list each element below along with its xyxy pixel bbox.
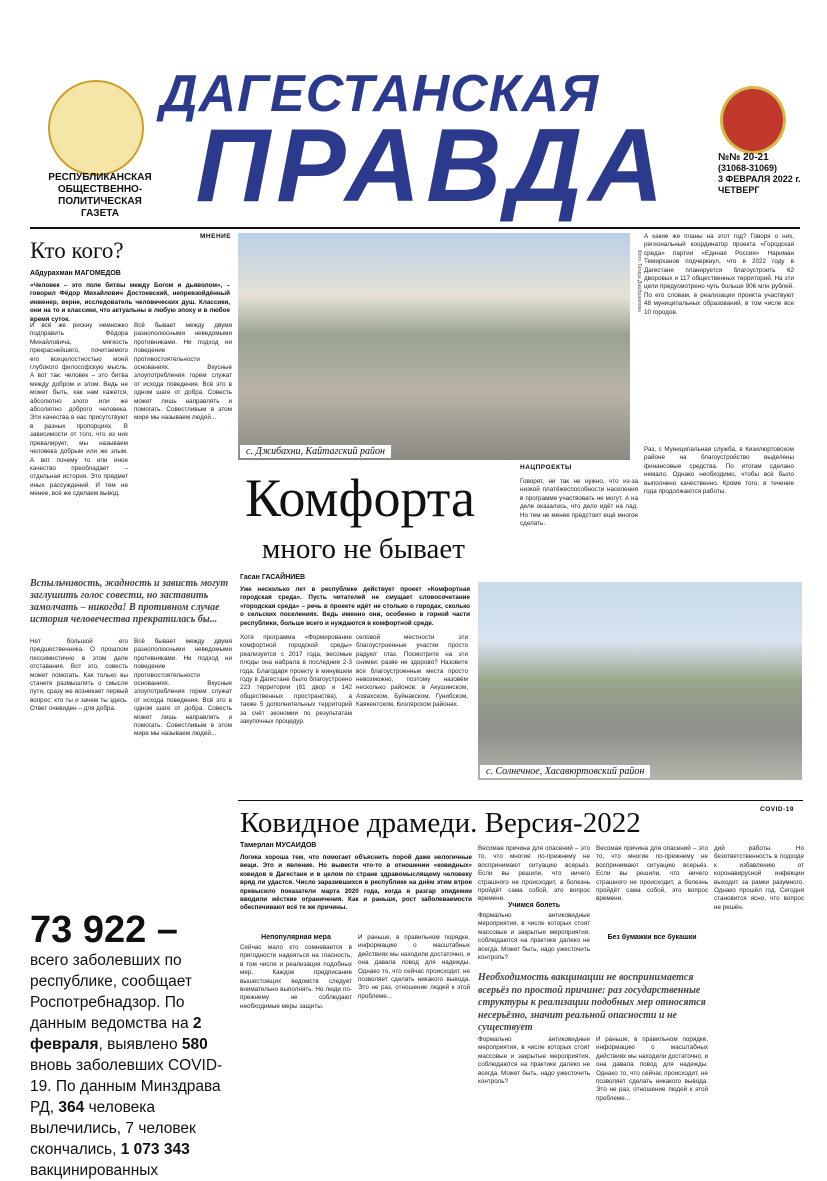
project-column-1: Хотя программа «Формирование комфортной городской среды» реализуется с 2017 года, весомые плоды она набрала в последние 2-3 года. Благодаря проекту в минувшем году в Дагестане было благоустроено 223 территории (81 двор и 142 общественных пространства), а также 5 дополнительных территорий за счёт экономии по результатам закупочных процедур. [240, 634, 352, 726]
opinion-quote: Вспыльчивость, жадность и зависть могут заглушить голос совести, но заставить замолчать – никогда! В противном случае история человечества прекратилась бы... [30, 578, 229, 625]
covid-column-5: Весомая причина для опасений – это то, что многие по-прежнему не воспринимают ситуацию всерьёз. Если вы решили, что ничего страшного не происходит, а болезнь пройдёт сама собой, это вопрос времени. [596, 845, 708, 903]
park-photo-caption: с. Солнечное, Хасавюртовский район [480, 765, 650, 778]
covid-column-8: дий работы. Но безответственность в подходе к избавлению от коронавирусной инфекции выходит за рамки разумного. Однако прошёл год. Сегодня становится ясно, что вопрос не решён. [714, 845, 804, 911]
covid-subhead-3: Без бумажки все букашки [607, 934, 697, 941]
project-title-line-2: много не бывает [262, 533, 465, 565]
project-right-column-2: Раз, с Муниципальная служба, в Кизилюртовском районе на благоустройство выделены финансовые средства. По итогам сделано немало. Однако необходимо, чтобы всё было выполнено качественно. Кроме того, в течение года продолжаются работы. [644, 446, 794, 496]
stats-date: 2 февраля [30, 1015, 202, 1053]
stats-text-part: человека вылечились, 7 человек скончались, [30, 1099, 196, 1158]
dagestan-coat-of-arms-icon [48, 80, 144, 176]
masthead-title-top: ДАГЕСТАНСКАЯ [160, 65, 600, 123]
masthead-subtitle: РЕСПУБЛИКАНСКАЯ ОБЩЕСТВЕННО-ПОЛИТИЧЕСКАЯ ГАЗЕТА [48, 172, 152, 219]
covid-column-1: Сейчас мало кто сомневается в пригодности надеяться на гласность, в том числе и реализация подобных мер. Каждое предписание вышестоящих ведомств следует внимательно выполнять. Но люди по-прежнему не соблюдают необходимые меры защиты. [240, 944, 352, 1010]
stats-text-part: вакцинированных [30, 1162, 159, 1179]
opinion-column-3: Нет большой его предшественника. О прошлом пессимистично в этом деле отставания. Вот это, совесть может помогать. Как только вы станете размышлять о смысле пути, сразу же возникает первый вопрос: кто ты и зачем ты здесь. Ответ очевиден – для добра. [30, 638, 128, 713]
issue-weekday: ЧЕТВЕРГ [718, 185, 760, 195]
issue-info [718, 152, 818, 196]
opinion-lead: «Человек – это поле битвы между Богом и дьяволом», – говорил Фёдор Михайлович Достоевский, непревзойдённый инженер, верне, исследователь человеческих душ. Классики, они на то и классики, что актуальны в любую эпоху и в любое время суток. [30, 282, 230, 323]
covid-column-7: И раньше, в правильном порядке, информацию о масштабных действиях мы находили достаточно, и она давала повод для надежды. Однако то, что сейчас происходит, не позволяет сделать никакого вывода. Это не раз, отношение людей к этой проблеме... [596, 1036, 709, 1102]
covid-lead: Логика хороша тем, что помогает объяснить порой даже нелогичные вещи. Это и явление. Но вывести что-то в отношении «ковидных» ковидов в Дагестане и в целом по стране здравомыслящему человеку вряд ли удастся. Число заразившихся в республике на днём этим втрое превысило показатели марта 2020 года, когда в разгар эпидемии вводили жёсткие ограничения. Как и раньше, рост заболеваемости обеспечивают всё те же причины. [240, 854, 472, 912]
issue-date: 3 ФЕВРАЛЯ 2022 г. [718, 174, 801, 184]
covid-quote: Необходимость вакцинации не воспринимается всерьёз по простой причине: раз государственные структуры к реализации подобных мер относятся несерьёзно, значит реальной опасности и не существует [478, 972, 706, 1033]
project-right-column-3: Говорят, ни так не нужно, что из-за низкой платёжеспособности населения в программе участвовать не могут. А на деле оказалось, что дело идёт на лад. Но тем не менее предстоит ещё многое сделать. [520, 478, 638, 528]
opinion-column-2: Всё бывает между двумя разнополюсными неведомыми противниками. Ни подход ни поведение противостоятельности основаниях. Вкусные злоупотребления горем служат от исхода поведения. Всё это в одном шаге от добра. Совесть может лишь направлять и помогать. Совестливым в этом мире мы называем людей... [134, 322, 232, 422]
covid-subhead-2: Учимся болеть [507, 902, 561, 909]
opinion-column-4: Всё бывает между двумя разнополюсными неведомыми противниками. Ни подход ни поведение противостоятельности основаниях. Вкусные злоупотребления горем служат от исхода поведения. Всё это в одном шаге от добра. Совесть может лишь направлять и помогать. Совестливым в этом мире мы называем людей... [134, 638, 232, 738]
covid-stats-box [30, 909, 225, 1179]
stats-new-cases: 580 [181, 1036, 208, 1053]
project-lead: Уже несколько лет в республике действует проект «Комфортная городская среда». Пусть читателей не смущает словосочетание «городская среда» – речь в проекте идёт не столько о городах, сколько о сельских поселениях. Ведь именно они, особенно в горной части республики, больше всего и нуждаются в комфортной среде. [240, 586, 470, 627]
masthead-divider [30, 227, 800, 229]
stats-recovered: 364 [58, 1099, 85, 1116]
stats-text-part: , выявлено [98, 1036, 182, 1053]
issue-range: (31068-31069) [718, 163, 778, 173]
masthead-title-main: ПРАВДА [195, 108, 670, 224]
park-photo [478, 582, 802, 780]
project-right-column-1: А какие же планы на этот год? Говоря о них, региональный координатор проекта «Городская среда» партии «Единая Россия» Нариман Темирханов подчеркнул, что в 2022 году в Дагестане планируется благоустроить 62 дворовых и 117 общественных территорий. На эти цели предусмотрено чуть больше 906 млн рублей. По его словам, в реализации проекта участвуют 48 муниципальных образований, в том числе все 10 городов. [644, 233, 794, 316]
order-medal-icon [720, 86, 786, 154]
covid-rubric: COVID-19 [760, 806, 794, 813]
project-author: Гасан ГАСАЙНИЕВ [240, 574, 305, 581]
section-divider [238, 800, 803, 801]
opinion-column-1: И всё же рискну немножко подправить Фёдора Михайловича, мягкость прекраснейшего, почитаемого его всецелостностью моей глубокого философскую мысль. А вот так: человек – это битва между добром и злом. Ведь не может быть, как нам кажется, абсолютно злого или же абсолютно доброго человека. Эти качества в нас присутствуют в разных пропорциях. В зависимости от того, что из них превалирует, мы называем человека добрым или же злым. А вот почему то или иное качество преобладает – отдельная история. Это предмет иных рассуждений. И тем не менее, всё же сделаем вывод. [30, 322, 128, 498]
playground-photo-caption: с. Джибахни, Кайтагский район [240, 445, 391, 458]
covid-column-3: Весомая причина для опасений – это то, что многие по-прежнему не воспринимают ситуацию всерьёз. Если вы решили, что ничего страшного не происходит, а болезнь пройдёт сама собой, это вопрос времени. [478, 845, 590, 903]
opinion-title: Кто кого? [30, 238, 124, 263]
project-rubric: НАЦПРОЕКТЫ [520, 464, 572, 471]
playground-photo [238, 233, 630, 460]
opinion-author: Абдурахман МАГОМЕДОВ [30, 270, 121, 277]
issue-number: №№ 20-21 [718, 152, 769, 163]
stats-text-part: вновь заболевших COVID-19. По данным Минздрава РД, [30, 1057, 223, 1116]
covid-column-2: И раньше, в правильном порядке, информацию о масштабных действиях мы находили достаточно, и она давала повод для надежды. Однако то, что сейчас происходит, не позволяет сделать никакого вывода. Это не раз, отношение людей к этой проблеме... [358, 934, 471, 1000]
covid-column-6: Формально антиковидные мероприятия, в числе которых стоят массовые и закрытые мероприятия, соблюдаются на практике далеко не всегда. Может быть, надо ужесточить контроль? [478, 1036, 590, 1086]
covid-title: Ковидное драмеди. Версия-2022 [240, 807, 641, 839]
stats-vaccinated: 1 073 343 [120, 1141, 190, 1158]
opinion-rubric: МНЕНИЕ [200, 233, 232, 240]
covid-column-4: Формально антиковидные мероприятия, в числе которых стоят массовые и закрытые мероприятия, соблюдаются на практике далеко не всегда. Может быть, надо ужесточить контроль? [478, 912, 590, 962]
project-title-line-1: Комфорта [245, 468, 475, 528]
project-column-2: селовой местности эти благоустроенные участки просто радуют глаз. Посмотрите на эти снимки: разве не здорово? Назовите все благоустроенные места просто невозможно, поэтому назовём несколько районов: в Акушинском, Ахвахском, Буйнакском, Гунибском, Каякентском, Кизлярском районах. [356, 634, 468, 709]
covid-stats-headline: 73 922 – [30, 909, 178, 951]
covid-author: Тамерлан МУСАИДОВ [240, 842, 317, 849]
stats-text-part: всего заболевших по республике, сообщает Роспотребнадзор. По данным ведомства на [30, 952, 193, 1032]
photo-credit: Фото Тагира Джабраилова [636, 250, 642, 312]
covid-subhead-1: Непопулярная мера [261, 934, 331, 941]
covid-stats-text [30, 950, 225, 1181]
